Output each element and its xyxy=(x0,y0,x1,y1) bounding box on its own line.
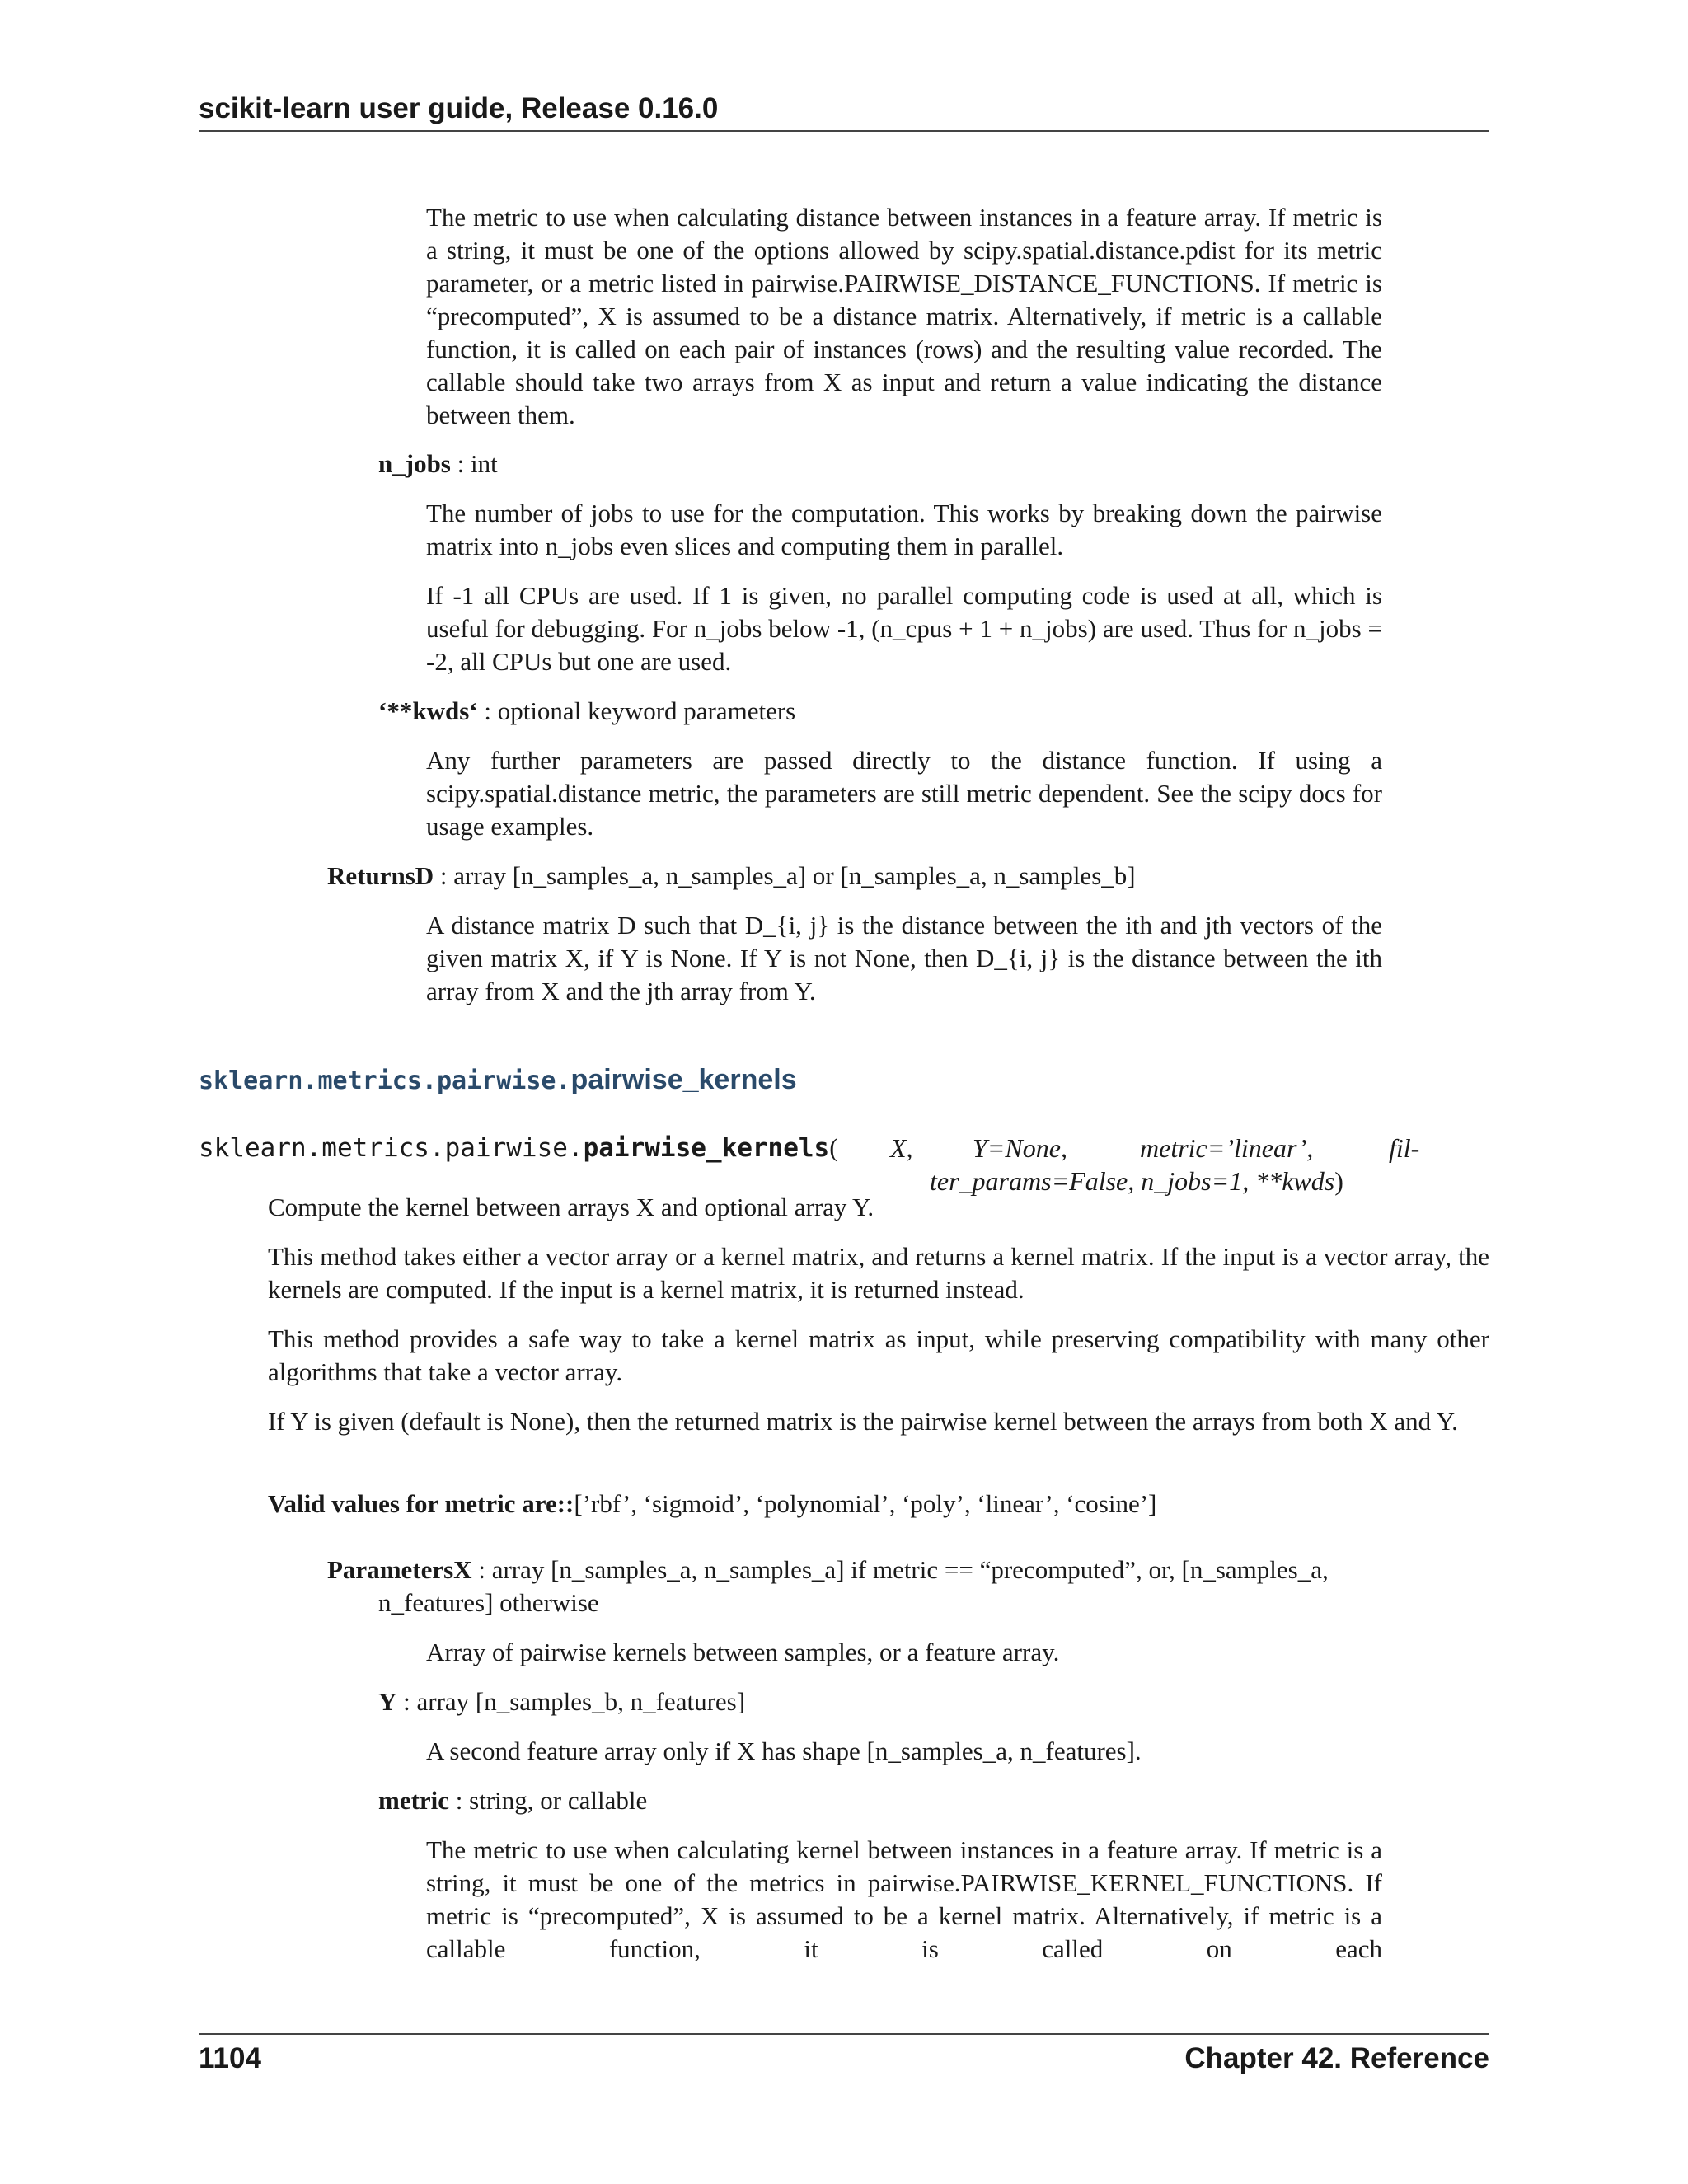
param-name: ‘**kwds‘ xyxy=(378,696,478,725)
signature-close-paren: ) xyxy=(1334,1166,1343,1196)
param-type: : int xyxy=(450,449,498,478)
section-heading xyxy=(199,1063,797,1098)
valid-values-label: Valid values for metric are:: xyxy=(268,1489,574,1518)
param-x-type-continued: n_features] otherwise xyxy=(378,1588,599,1617)
signature-module: sklearn.metrics.pairwise. xyxy=(199,1133,584,1163)
header-rule xyxy=(199,130,1489,132)
signature-function: pairwise_kernels xyxy=(583,1133,830,1163)
parameters-label: ParametersX xyxy=(327,1555,472,1584)
param-name: metric xyxy=(378,1786,450,1815)
chapter-title: Chapter 42. Reference xyxy=(1184,2042,1489,2074)
n-jobs-description-1: The number of jobs to use for the computation. This works by breaking down the pairwise matrix into n_jobs even slices and computing them in parallel. xyxy=(426,499,1382,560)
param-metric xyxy=(378,1784,647,1817)
param-type: : string, or callable xyxy=(449,1786,648,1815)
signature-args-rest: ter_params=False, n_jobs=1, **kwds xyxy=(930,1166,1335,1196)
valid-values-list: [’rbf’, ‘sigmoid’, ‘polynomial’, ‘poly’, ‘linear’, ‘cosine’] xyxy=(574,1489,1157,1518)
param-type: : array [n_samples_b, n_features] xyxy=(396,1687,746,1716)
param-y-description: A second feature array only if X has shape [n_samples_a, n_features]. xyxy=(426,1736,1142,1765)
returns-label: ReturnsD xyxy=(327,861,434,890)
param-y xyxy=(378,1685,745,1718)
returns-field xyxy=(327,860,1136,893)
returns-type: : array [n_samples_a, n_samples_a] or [n_samples_a, n_samples_b] xyxy=(434,861,1136,890)
n-jobs-description-2: If -1 all CPUs are used. If 1 is given, no parallel computing code is used at all, which is useful for debugging. For n_jobs below -1, (n_cpus + 1 + n_jobs) are used. Thus for n_jobs = -2, all CPUs but one are used. xyxy=(426,581,1382,676)
section-module: sklearn.metrics.pairwise. xyxy=(199,1066,571,1095)
kwds-description: Any further parameters are passed directly to the distance function. If using a scipy.spatial.distance metric, the parameters are still metric dependent. See the scipy docs for usage examples. xyxy=(426,746,1382,841)
param-name: n_jobs xyxy=(378,449,451,478)
returns-description: A distance matrix D such that D_{i, j} is the distance between the ith and jth vectors of the given matrix X, if Y is None. If Y is not None, then D_{i, j} is the distance between the ith array from X and the jth array from Y. xyxy=(426,911,1382,1005)
paragraph-1: This method takes either a vector array or a kernel matrix, and returns a kernel matrix. If the input is a vector array, the kernels are computed. If the input is a kernel matrix, it is returned instead. xyxy=(268,1242,1489,1304)
param-x-type: : array [n_samples_a, n_samples_a] if metric == “precomputed”, or, [n_samples_a, xyxy=(471,1555,1329,1584)
param-type: : optional keyword parameters xyxy=(477,696,796,725)
param-kwds xyxy=(378,695,795,728)
signature-line-2 xyxy=(930,1165,1343,1197)
signature-arg-x: X, xyxy=(890,1133,913,1163)
param-name: Y xyxy=(378,1687,397,1716)
footer-rule xyxy=(199,2033,1489,2035)
metric-param-description: The metric to use when calculating distance between instances in a feature array. If metric is a string, it must be one of the options allowed by scipy.spatial.distance.pdist for its metric parameter, or a metric listed in pairwise.PAIRWISE_DISTANCE_FUNCTIONS. If metric is “precomputed”, X is assumed to be a distance matrix. Alternatively, if metric is a callable function, it is called on each pair of instances (rows) and the resulting value recorded. The callable should take two arrays from X as input and return a value indicating the distance between them. xyxy=(426,203,1382,429)
signature-arg-metric: metric=’linear’, xyxy=(1140,1133,1314,1163)
param-metric-description: The metric to use when calculating kernel between instances in a feature array. If metric is a string, it must be one of the metrics in pairwise.PAIRWISE_KERNEL_FUNCTIONS. If metric is “precomputed”, X is assumed to be a kernel matrix. Alternatively, if metric is a callable function, it is called on each xyxy=(426,1835,1382,1963)
signature-arg-fil: fil- xyxy=(1389,1133,1420,1163)
paragraph-2: This method provides a safe way to take a kernel matrix as input, while preserving compatibility with many other algorithms that take a vector array. xyxy=(268,1324,1489,1386)
page-number: 1104 xyxy=(199,2042,261,2074)
signature-open-paren: ( xyxy=(829,1132,838,1162)
param-n-jobs xyxy=(378,448,498,480)
valid-metric-values xyxy=(268,1488,1156,1521)
section-function: pairwise_kernels xyxy=(570,1064,797,1095)
signature-arg-y: Y=None, xyxy=(973,1133,1067,1163)
function-summary: Compute the kernel between arrays X and optional array Y. xyxy=(268,1193,874,1221)
param-x-description: Array of pairwise kernels between samples, or a feature array. xyxy=(426,1638,1060,1666)
function-signature xyxy=(199,1131,838,1165)
paragraph-3: If Y is given (default is None), then the returned matrix is the pairwise kernel between the arrays from both X and Y. xyxy=(268,1407,1458,1436)
param-x xyxy=(327,1554,1329,1586)
running-header: scikit-learn user guide, Release 0.16.0 xyxy=(199,92,719,124)
